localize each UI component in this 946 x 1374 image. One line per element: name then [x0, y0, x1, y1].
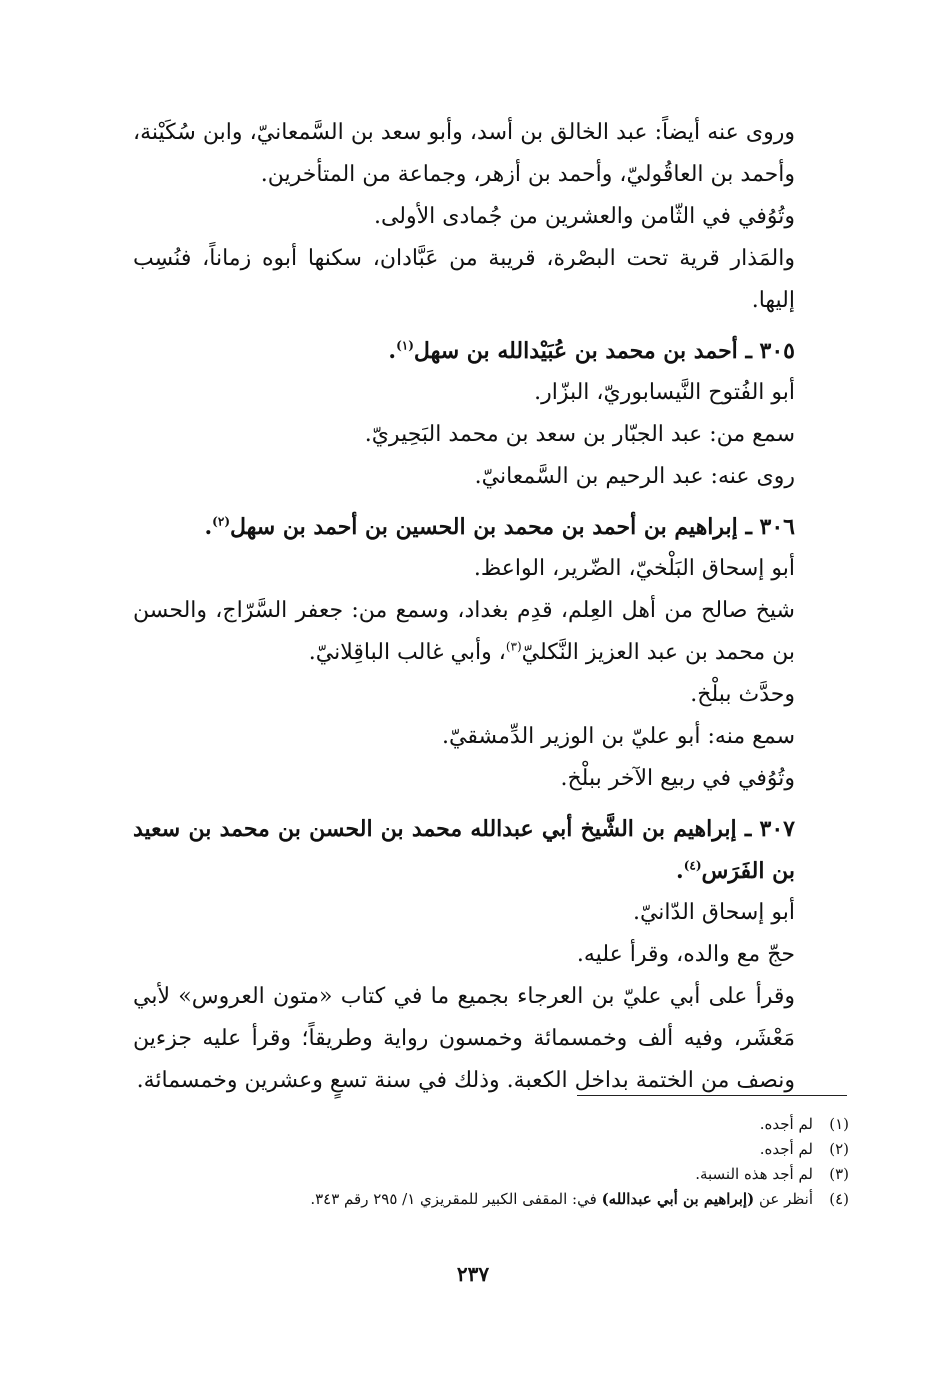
footnote [133, 1137, 849, 1162]
entry-line: أبو إسحاق البَلْخيّ، الضّرير، الواعظ. [473, 556, 795, 581]
footnote [133, 1112, 849, 1137]
entry-line: سمع من: عبد الجبّار بن سعد بن محمد البَحِيريّ. [364, 422, 795, 447]
footnote-ref: (٤) [683, 858, 702, 873]
footnotes [133, 1112, 849, 1212]
entry-title: ٣٠٥ ـ أحمد بن محمد بن عُبَيْدالله بن سهل [413, 338, 795, 364]
footnote-prefix: أنظر عن [754, 1190, 813, 1208]
footnote-ref: (٢) [212, 514, 230, 529]
footnote-number: (٣) [829, 1165, 849, 1183]
page-number: ٢٣٧ [456, 1262, 490, 1286]
entry-text: ، وأبي غالب الباقِلانيّ. [308, 640, 506, 665]
footnote [133, 1187, 849, 1212]
entry-line [133, 590, 847, 674]
entry-period: . [204, 514, 213, 540]
entry-line: أبو الفُتوح النَّيسابوريّ، البزّار. [534, 380, 795, 405]
entry-line: أبو إسحاق الدّانيّ. [632, 900, 795, 925]
entry-heading-307 [133, 808, 847, 892]
paragraph: وتُوُفي في الثّامن والعشرين من جُمادى الأولى. [373, 204, 795, 229]
entry-line: وحدَّث ببلْخ. [690, 682, 795, 707]
footnote-text: لم أجده. [759, 1140, 813, 1158]
entry-title: ٣٠٧ ـ إبراهيم بن الشَّيخ أبي عبدالله محمد بن الحسن بن محمد بن سعيد بن الفَرَس [133, 816, 795, 884]
entry-text: شيخ صالح من أهل العِلم، قدِم بغداد، وسمع من: جعفر السَّرّاج، والحسن بن محمد بن عبد العزيز النَّكليّ [133, 598, 795, 665]
paragraph: وروى عنه أيضاً: عبد الخالق بن أسد، وأبو سعد بن السَّمعانيّ، وابن سُكَيْنة، وأحمد بن العاقُوليّ، وأحمد بن أزهر، وجماعة من المتأخرين. [133, 120, 795, 187]
entry-line: روى عنه: عبد الرحيم بن السَّمعانيّ. [474, 464, 795, 489]
footnote-number: (٢) [829, 1140, 849, 1158]
footnote-source: في: المقفى الكبير للمقريزي ١/ ٢٩٥ رقم ٣٤٣. [310, 1190, 602, 1208]
entry-period: . [388, 338, 397, 364]
footnote [133, 1162, 849, 1187]
footnote-ref: (١) [396, 338, 414, 353]
footnote-bold-name: (إبراهيم بن أبي عبدالله) [601, 1190, 755, 1208]
entry-line: وتُوُفي في ربيع الآخر ببلْخ. [560, 766, 795, 791]
footnote-text: لم أجده. [759, 1115, 813, 1133]
footnote-number: (٤) [829, 1190, 849, 1208]
entry-period: . [676, 858, 684, 884]
footnote-number: (١) [829, 1115, 849, 1133]
paragraph: والمَذار قرية تحت البصْرة، قريبة من عَبَّادان، سكنها أبوه زماناً، فنُسِب إليها. [133, 246, 795, 313]
main-text [133, 112, 847, 1102]
entry-line: سمع منه: أبو عليّ بن الوزير الدِّمشقيّ. [442, 724, 795, 749]
entry-title: ٣٠٦ ـ إبراهيم بن أحمد بن محمد بن الحسين بن أحمد بن سهل [230, 514, 795, 540]
footnote-divider [577, 1095, 847, 1096]
footnote-text: لم أجد هذه النسبة. [695, 1165, 813, 1183]
entry-line: وقرأ على أبي عليّ بن العرجاء بجميع ما في كتاب «متون العروس» لأبي مَعْشَر، وفيه ألف وخمسمائة وخمسون رواية وطريقاً؛ وقرأ عليه جزءين ونصف من الختمة بداخل الكعبة. وذلك في سنة تسعٍ وعشرين وخمسمائة. [133, 984, 795, 1093]
footnote-ref: (٣) [505, 639, 522, 654]
entry-line: حجّ مع والده، وقرأ عليه. [576, 942, 795, 967]
footnote-text [133, 1187, 813, 1212]
entry-heading-306 [133, 506, 847, 548]
entry-heading-305 [133, 330, 847, 372]
